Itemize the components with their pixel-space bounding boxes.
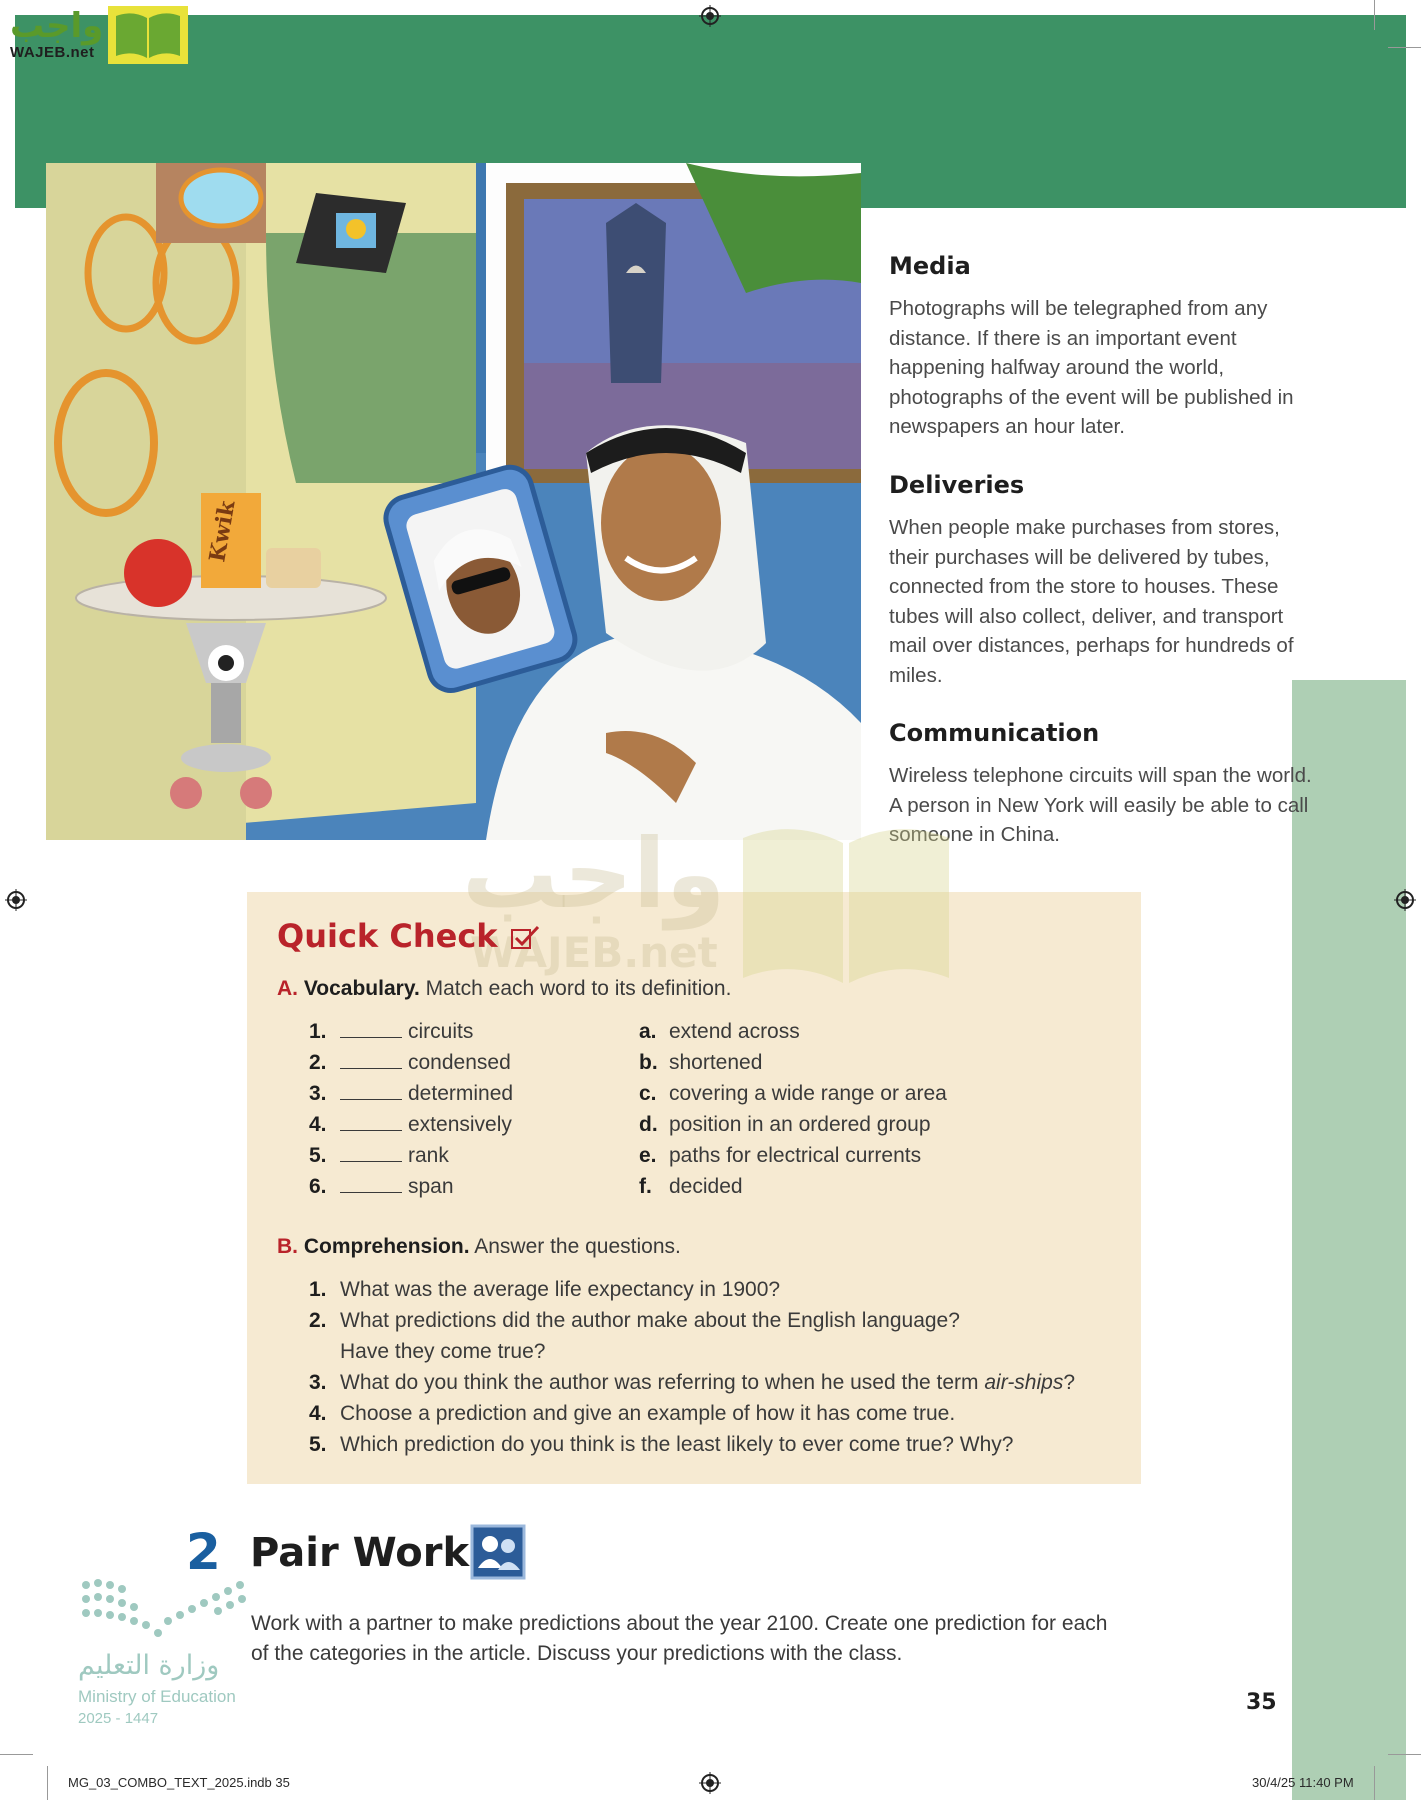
word-number: 1. [309, 1020, 327, 1043]
question-end: ? [1063, 1371, 1076, 1394]
question-continuation: Have they come true? [340, 1340, 546, 1363]
ministry-arabic: وزارة التعليم [78, 1650, 220, 1681]
ministry-english: Ministry of Education [78, 1687, 236, 1706]
part-a-heading [277, 976, 731, 1002]
future-illustration [46, 163, 861, 840]
definition-text: extend across [669, 1020, 800, 1043]
checkbox-icon [510, 924, 540, 950]
watermark-english: WAJEB.net [470, 928, 718, 977]
definition-item [639, 1081, 947, 1107]
question-item [309, 1277, 780, 1303]
ministry-dots-logo [78, 1575, 253, 1645]
word-number: 6. [309, 1175, 327, 1198]
crop-mark [1388, 1754, 1421, 1755]
word-text: extensively [408, 1113, 512, 1136]
answer-blank[interactable] [340, 1050, 402, 1069]
word-number: 5. [309, 1144, 327, 1167]
definition-letter: a. [639, 1020, 657, 1043]
part-a-instruction: Match each word to its definition. [425, 977, 732, 1000]
pair-work-title: Pair Work [250, 1530, 470, 1576]
answer-blank[interactable] [340, 1081, 402, 1100]
part-b-letter: B. [277, 1235, 298, 1258]
word-item [309, 1050, 511, 1076]
definition-text: covering a wide range or area [669, 1082, 947, 1105]
footer-file: MG_03_COMBO_TEXT_2025.indb 35 [68, 1775, 290, 1790]
definition-letter: b. [639, 1051, 658, 1074]
question-item [309, 1432, 1013, 1458]
deliveries-heading: Deliveries [889, 471, 1025, 499]
pair-work-icon [470, 1524, 526, 1580]
watermark-book-icon [733, 818, 959, 988]
answer-blank[interactable] [340, 1143, 402, 1162]
registration-mark-icon [1394, 889, 1416, 911]
crop-mark [1374, 0, 1375, 30]
word-text: rank [408, 1144, 449, 1167]
question-number: 5. [309, 1433, 327, 1456]
word-number: 4. [309, 1113, 327, 1136]
word-text: condensed [408, 1051, 511, 1074]
word-text: circuits [408, 1020, 474, 1043]
part-b-heading [277, 1234, 681, 1260]
question-item [309, 1308, 960, 1334]
definition-item [639, 1174, 743, 1200]
watermark-arabic: واجب [462, 818, 726, 930]
footer-timestamp: 30/4/25 11:40 PM [1252, 1775, 1354, 1790]
part-a-letter: A. [277, 977, 298, 1000]
definition-item [639, 1050, 762, 1076]
word-item [309, 1081, 513, 1107]
word-item [309, 1019, 473, 1045]
pair-work-line-1: Work with a partner to make predictions about the year 2100. Create one prediction for each [251, 1612, 1108, 1635]
pair-work-instructions [251, 1609, 1171, 1668]
ministry-years: 2025 - 1447 [78, 1710, 159, 1727]
question-text: What was the average life expectancy in 1900? [340, 1278, 781, 1301]
definition-text: decided [669, 1175, 743, 1198]
word-number: 2. [309, 1051, 327, 1074]
question-number: 4. [309, 1402, 327, 1425]
definition-text: paths for electrical currents [669, 1144, 922, 1167]
registration-mark-icon [5, 889, 27, 911]
kwik-label: Kwik [204, 498, 241, 565]
definition-text: shortened [669, 1051, 763, 1074]
logo-english: WAJEB.net [10, 44, 95, 61]
question-number: 2. [309, 1309, 327, 1332]
definition-item [639, 1019, 800, 1045]
definition-letter: c. [639, 1082, 657, 1105]
question-text: Which prediction do you think is the least likely to ever come true? Why? [340, 1433, 1014, 1456]
crop-mark [1374, 1766, 1375, 1800]
answer-blank[interactable] [340, 1174, 402, 1193]
pair-work-line-2: of the categories in the article. Discuss your predictions with the class. [251, 1641, 903, 1665]
definition-item [639, 1112, 931, 1138]
definition-item [639, 1143, 921, 1169]
book-icon [108, 6, 188, 64]
logo-arabic: واجب [10, 6, 104, 46]
word-item [309, 1174, 454, 1200]
question-text: What do you think the author was referring to when he used the term [340, 1371, 985, 1394]
communication-body: Wireless telephone circuits will span the world. A person in New York will easily be able to call someone in China. [889, 764, 1312, 846]
deliveries-body: When people make purchases from stores, their purchases will be delivered by tubes, connected from the store to houses. These tubes will also collect, deliver, and transport mail over distances, perhaps for hundreds of miles. [889, 516, 1294, 687]
question-item [309, 1370, 1075, 1396]
word-item [309, 1112, 512, 1138]
question-number: 3. [309, 1371, 327, 1394]
question-text: Choose a prediction and give an example of how it has come true. [340, 1402, 956, 1425]
definition-letter: d. [639, 1113, 658, 1136]
part-a-label: Vocabulary. [303, 977, 420, 1000]
registration-mark-icon [699, 5, 721, 27]
definition-letter: e. [639, 1144, 657, 1167]
crop-mark [47, 1766, 48, 1800]
answer-blank[interactable] [340, 1019, 402, 1038]
part-b-instruction: Answer the questions. [474, 1235, 681, 1258]
question-text: What predictions did the author make about the English language? [340, 1309, 960, 1332]
communication-heading: Communication [889, 719, 1100, 747]
quick-check-title: Quick Check [277, 917, 498, 955]
wajeb-logo[interactable] [10, 8, 103, 61]
question-item [309, 1401, 955, 1427]
question-number: 1. [309, 1278, 327, 1301]
word-item [309, 1143, 449, 1169]
media-body: Photographs will be telegraphed from any distance. If there is an important event happening halfway around the world, photographs of the event will be published in newspapers an hour later. [889, 297, 1294, 438]
page-number: 35 [1246, 1690, 1277, 1715]
word-text: span [408, 1175, 454, 1198]
word-number: 3. [309, 1082, 327, 1105]
section-number: 2 [186, 1523, 221, 1581]
definition-letter: f. [639, 1175, 652, 1198]
registration-mark-icon [699, 1772, 721, 1794]
crop-mark [1388, 47, 1421, 48]
crop-mark [0, 1754, 33, 1755]
definition-text: position in an ordered group [669, 1113, 931, 1136]
answer-blank[interactable] [340, 1112, 402, 1131]
media-heading: Media [889, 252, 971, 280]
word-text: determined [408, 1082, 514, 1105]
question-term: air-ships [984, 1371, 1064, 1394]
part-b-label: Comprehension. [303, 1235, 470, 1258]
